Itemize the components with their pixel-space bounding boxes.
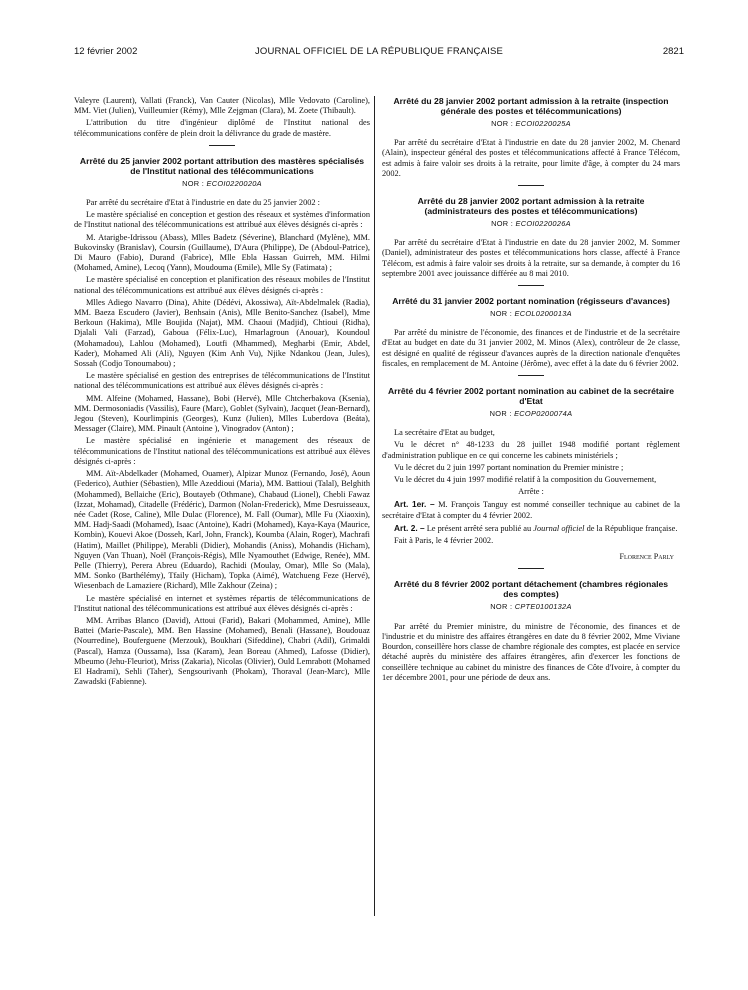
nor-label: NOR : xyxy=(491,119,514,128)
paragraph: Par arrêté du secrétaire d'Etat à l'industrie en date du 25 janvier 2002 : xyxy=(86,198,320,208)
article-title: Arrêté du 4 février 2002 portant nomination au cabinet de la secrétaire d'Etat xyxy=(387,386,675,407)
journal-title: JOURNAL OFFICIEL DE LA RÉPUBLIQUE FRANÇAISE xyxy=(254,46,504,57)
paragraph: Par arrêté du ministre de l'économie, des finances et de l'industrie et de la secrétaire d'Etat au budget en date du 31 janvier 2002, M. Minos (Alex), contrôleur de 2e classe, est désigné en qualité de régisseur d'avances auprès de la direction nationale d'enquêtes fiscales, en remplacement de M. Antoine (Jérôme), avec effet à la date du 6 février 2002. xyxy=(382,328,680,368)
nor-label: NOR : xyxy=(182,178,205,188)
nor-code: ECOI0220026A xyxy=(515,219,571,229)
nor-label: NOR : xyxy=(490,602,513,612)
paragraph: Le mastère spécialisé en ingénierie et management des réseaux de télécommunications de l'Institut national des télécommunications est attribué aux élèves désignés ci-après : xyxy=(74,436,370,466)
paragraph: Par arrêté du secrétaire d'Etat à l'industrie en date du 28 janvier 2002, M. Chenard (Alain), inspecteur général des postes et télécommunications affecté à France Télécom, est admis à faire valoir ses droits à la retraite, pour limite d'âge, à compter du 24 mars 2002. xyxy=(382,138,680,178)
paragraph: Le mastère spécialisé en gestion des entreprises de télécommunications de l'Institut national des télécommunications est attribué aux élèves désignés ci-après : xyxy=(74,371,370,391)
separator xyxy=(518,285,544,286)
paragraph: Par arrêté du Premier ministre, du ministre de l'économie, des finances et de l'industrie et du ministre des affaires étrangères en date du 8 février 2002, Mme Viviane Bourdon, conseillère hors classe de chambre régionale des comptes, est placée en service détaché auprès du ministère des affaires étrangères, afin d'exercer les fonctions de conseillère technique au cabinet du ministre des finances de Côte d'Ivoire, à compter du 1er décembre 2001, pour une période de deux ans. xyxy=(382,621,680,682)
nor-label: NOR : xyxy=(490,309,513,319)
nor-reference xyxy=(74,179,370,189)
article-title: Arrêté du 28 janvier 2002 portant admission à la retraite (inspection générale des postes et télécommunications) xyxy=(393,96,669,116)
nor-code: ECOI0220025A xyxy=(515,119,571,128)
arrete-heading: Arrête : xyxy=(518,487,544,497)
paragraph: MM. Arribas Blanco (David), Attoui (Farid), Bakari (Mohammed, Amine), Mlle Battei (Marie-Pascale), MM. Ben Hassine (Mohamed), Benali (Hassane), Boudouaz (Nourredine), Bouferguene (Merzouk), Boukhari (Sifeddine), Chabri (Adil), Grimaldi (Pascal), Hamza (Oussama), Issa (Karam), Jean Boreau (Ahmed), Lafosse (Didier), Mbeumo (Jehu-Fleuriot), Mriss (Zakaria), Nicolas (Olivier), Ould Lemrabott (Mohamed El Hadrami), Sehli (Taher), Sengsourivanh (Phokam), Thoraval (Jean-Marc), Mlle Zawadski (Fabienne). xyxy=(74,615,370,687)
separator xyxy=(518,185,544,186)
paragraph: MM. Alfeine (Mohamed, Hassane), Bobi (Hervé), Mlle Chtcherbakova (Ksenia), MM. Dermosoniadis (Vassilis), Faure (Marc), Goblet (Sylvain), Jacquet (Jean-Bernard), Jegou (Steven), Kourlimpinis (Georges), Kunz (Julien), Mlles Luberdova (Beáta), Messager (Claire), MM. Pinault (Antoine ), Vinogradov (Anton) ; xyxy=(74,393,370,434)
page-number: 2821 xyxy=(662,46,684,57)
left-column xyxy=(74,96,370,689)
paragraph: L'attribution du titre d'ingénieur diplômé de l'Institut national des télécommunications confère de plein droit la délivrance du grade de mastère. xyxy=(74,118,370,138)
article-text: de la République française. xyxy=(586,523,678,533)
issue-date: 12 février 2002 xyxy=(74,46,138,57)
done-at: Fait à Paris, le 4 février 2002. xyxy=(394,536,494,546)
article-text: M. François Tanguy est nommé conseiller technique au cabinet de la secrétaire d'Etat à compter du 4 février 2002. xyxy=(382,500,680,520)
signature: Florence Parly xyxy=(619,552,674,562)
paragraph: Valeyre (Laurent), Vallati (Franck), Van Cauter (Nicolas), Mlle Vedovato (Caroline), MM. Viet (Julien), Vuilleumier (Rémy), Mlle Zejgman (Clara), M. Zoete (Thibault). xyxy=(74,96,370,116)
nor-label: NOR : xyxy=(489,409,512,419)
nor-reference xyxy=(382,219,680,229)
separator xyxy=(209,145,235,146)
paragraph: Vu le décret n° 48-1233 du 28 juillet 1948 modifié portant règlement d'administration publique en ce qui concerne les cabinets ministériels ; xyxy=(382,440,680,460)
page-header xyxy=(74,46,684,60)
article-title: Arrêté du 25 janvier 2002 portant attribution des mastères spécialisés de l'Institut national des télécommunications xyxy=(79,155,365,176)
paragraph: Mlles Adiego Navarro (Dina), Ahite (Dédévi, Akossiwa), Aït-Abdelmalek (Radia), MM. Baeza Escudero (Javier), Benhsain (Anis), Mlle Benito-Sanchez (Isabel), Mme Berkoun (Hakima), Mlle Boujida (Najat), MM. Chaoui (Madjid), Chtioui (Ridha), Djalali Vali (Farzad), Gaboua (Félix-Luc), Hmarlagroun (Anouar), Koundoul (Mohamadou), Lahlou (Mohamed), Loutfi (Mhammed), Megharbi (Emir, Abdel, Kader), Mohamed Ali (Ali), Nguyen (Kim Anh Vu), Njike Ndankou (Jean, Jules), Sossah (Codjo Tonoumabou) ; xyxy=(74,297,370,369)
paragraph: Vu le décret du 4 juin 1997 modifié relatif à la composition du Gouvernement, xyxy=(394,475,657,485)
paragraph: La secrétaire d'Etat au budget, xyxy=(394,428,495,438)
article-label: Art. 2. – xyxy=(394,522,425,533)
journal-reference: Journal officiel xyxy=(533,523,585,533)
article-label: Art. 1er. – xyxy=(394,499,435,510)
separator xyxy=(518,375,544,376)
paragraph: Le mastère spécialisé en conception et planification des réseaux mobiles de l'Institut national des télécommunications est attribué aux élèves désignés ci-après : xyxy=(74,275,370,295)
nor-reference xyxy=(382,309,680,319)
paragraph: Le mastère spécialisé en internet et systèmes répartis de télécommunications de l'Institut national des télécommunications est attribué aux élèves désignés ci-après : xyxy=(74,593,370,613)
article-text: Le présent arrêté sera publié au xyxy=(426,523,532,533)
right-column xyxy=(382,96,680,685)
nor-reference xyxy=(382,602,680,612)
paragraph: Par arrêté du secrétaire d'Etat à l'industrie en date du 28 janvier 2002, M. Sommer (Daniel), administrateur des postes et télécommunications hors classe, affecté à France Télécom, est admis à faire valoir ses droits à la retraite, sur sa demande, à compter du 16 septembre 2001 avec jouissance différée au 8 mai 2010. xyxy=(382,238,680,278)
nor-code: ECOI0220020A xyxy=(206,178,262,188)
paragraph: Le mastère spécialisé en conception et gestion des réseaux et systèmes d'information de l'Institut national des télécommunications est attribué aux élèves désignés ci-après : xyxy=(74,210,370,230)
article-title: Arrêté du 28 janvier 2002 portant admission à la retraite (administrateurs des postes et télécommunications) xyxy=(417,196,645,217)
nor-code: CPTE0100132A xyxy=(514,602,572,612)
nor-code: ECOL0200013A xyxy=(514,309,572,319)
paragraph: MM. Aït-Abdelkader (Mohamed, Ouamer), Alpizar Munoz (Fernando, José), Aoun (Federico), Authier (Sébastien), Mlle Azeddioui (Maria), MM. Battioui (Talal), Belghith (Mohammed), Bellaiche (Eric), Boutayeb (Othmane), Chabaud (Lionel), Chebli Fawaz (Izzat, Mohamad), Citadelle (Frédéric), Darmon (Nolan-Frederick), Mme Desruisseaux, née Cadet (Rose, Caline), Mlle Dulac (Florence), M. Fall (Oumar), Mlle Fu (Xiaoxin), MM. Hadj-Saadi (Mohamed), Isaac (Antoine), Kadri (Mohamed), Kaya-Kaya (Maurice, Kombin), Kouevi Akoe (Dosseh, Karl, John, Franck), Koumba (Alain, Roger), Machrafi (Hatim), Maillet (Philippe), Merabli (Didier), Mohandis (Aniss), Mohandis (Hicham), Nguyen (Van Thuan), Noël (François-Régis), Mlle Nyamouthet (Edwige, Renée), MM. Pelle (Thierry), Perera Abreu (Eduardo), Rachidi (Moulay, Omar), Mlle So (Mala), MM. Sonko (Barthélémy), Tfaily (Hicham), Topka (Aimé), Watchueng Feze (Hervé), Wiesenbach de Lamaziere (Richard), Mlle Zakhour (Zeina) ; xyxy=(74,469,370,591)
paragraph: M. Atarigbe-Idrissou (Abass), Mlles Badetz (Séverine), Blanchard (Mylène), MM. Bukovinsky (Branislav), Coursin (Guillaume), D'Aura (Philippe), De (Abdoul-Patrice), Di Mauro (Fabio), Durand (Fabrice), Mlle Ebla Hassan Guirreh, MM. Hilmi (Mohamed, Amine), Lecoq (Yann), Moudouma (Emile), Mlle Sy (Fatimata) ; xyxy=(74,232,370,273)
article-title: Arrêté du 8 février 2002 portant détachement (chambres régionales des comptes) xyxy=(393,579,669,600)
nor-code: ECOP0200074A xyxy=(514,409,573,419)
article-title: Arrêté du 31 janvier 2002 portant nomination (régisseurs d'avances) xyxy=(392,296,670,307)
article-1 xyxy=(382,499,680,520)
separator xyxy=(518,568,544,569)
nor-reference xyxy=(382,119,680,129)
article-2 xyxy=(382,523,680,534)
nor-reference xyxy=(382,409,680,419)
column-divider xyxy=(374,96,375,916)
paragraph: Vu le décret du 2 juin 1997 portant nomination du Premier ministre ; xyxy=(394,462,624,472)
nor-label: NOR : xyxy=(491,219,514,229)
